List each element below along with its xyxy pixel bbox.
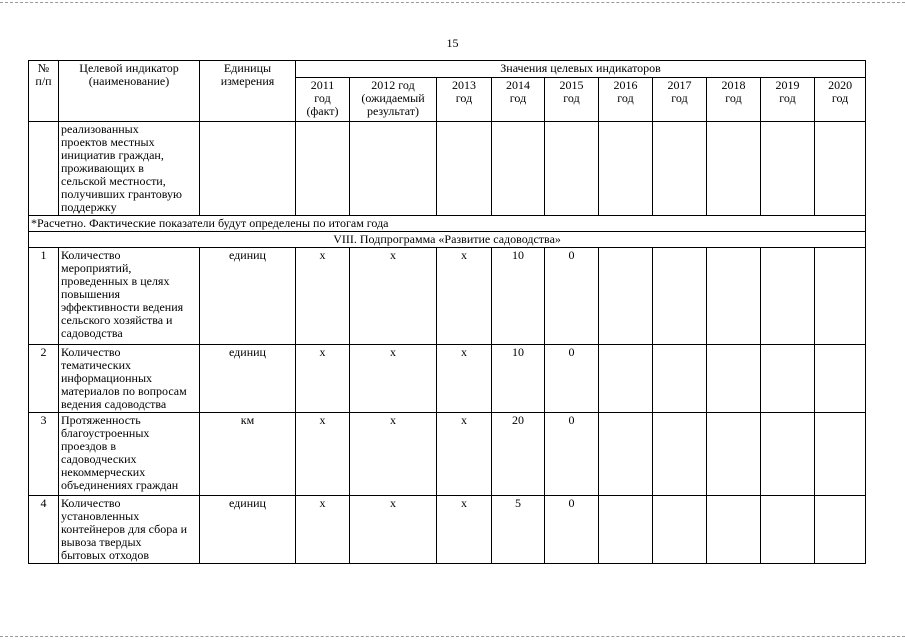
indicator-value <box>707 413 761 496</box>
indicator-value: х <box>296 345 350 413</box>
indicator-value: 10 <box>492 345 545 413</box>
page-number: 15 <box>446 36 459 50</box>
indicator-value <box>761 248 815 345</box>
unit-of-measure: единиц <box>200 345 296 413</box>
footnote: *Расчетно. Фактические показатели будут определены по итогам года <box>29 216 866 232</box>
header-year-5: 2016 год <box>599 78 653 122</box>
header-year-9: 2020 год <box>815 78 866 122</box>
indicator-value <box>599 345 653 413</box>
continuation-unit <box>200 122 296 216</box>
unit-of-measure: единиц <box>200 248 296 345</box>
indicator-value <box>707 345 761 413</box>
indicator-value: х <box>350 345 437 413</box>
row-number: 3 <box>29 413 59 496</box>
indicator-value: х <box>296 496 350 564</box>
indicator-value <box>653 345 707 413</box>
indicator-value: 5 <box>492 496 545 564</box>
indicator-value <box>653 496 707 564</box>
indicator-value: х <box>350 413 437 496</box>
indicator-value: 0 <box>545 496 599 564</box>
page-top-edge <box>0 2 905 3</box>
unit-of-measure: единиц <box>200 496 296 564</box>
continuation-value-cell <box>815 122 866 216</box>
indicator-value: 10 <box>492 248 545 345</box>
table-row <box>29 248 866 345</box>
indicator-name: Количество мероприятий, проведенных в целях повышения эффективности ведения сельского хозяйства и садоводства <box>59 248 200 345</box>
continuation-value-cell <box>545 122 599 216</box>
indicator-name: Протяженность благоустроенных проездов в садоводческих некоммерческих объединениях граждан <box>59 413 200 496</box>
indicator-value <box>653 413 707 496</box>
table-row <box>29 496 866 564</box>
indicator-value: х <box>437 413 492 496</box>
continuation-value-cell <box>707 122 761 216</box>
indicator-value <box>815 496 866 564</box>
indicator-value <box>599 413 653 496</box>
header-units: Единицы измерения <box>200 61 296 122</box>
header-year-2: 2013 год <box>437 78 492 122</box>
table-row <box>29 413 866 496</box>
indicator-value: 0 <box>545 413 599 496</box>
indicator-value: х <box>437 496 492 564</box>
continuation-value-cell <box>653 122 707 216</box>
indicator-value: х <box>296 413 350 496</box>
indicator-value <box>761 413 815 496</box>
indicator-value <box>599 496 653 564</box>
header-values-group: Значения целевых индикаторов <box>296 61 866 78</box>
row-number: 4 <box>29 496 59 564</box>
indicator-value: х <box>437 248 492 345</box>
continuation-value-cell <box>296 122 350 216</box>
indicator-value: х <box>296 248 350 345</box>
section-title: VIII. Подпрограмма «Развитие садоводства» <box>29 232 866 248</box>
continuation-value-cell <box>437 122 492 216</box>
header-year-3: 2014 год <box>492 78 545 122</box>
continuation-value-cell <box>492 122 545 216</box>
row-number: 2 <box>29 345 59 413</box>
continuation-indicator-text: реализованных проектов местных инициатив граждан, проживающих в сельской местности, получивших грантовую поддержку <box>59 122 200 216</box>
continuation-num <box>29 122 59 216</box>
indicator-value: 20 <box>492 413 545 496</box>
row-number: 1 <box>29 248 59 345</box>
continuation-value-cell <box>350 122 437 216</box>
header-year-7: 2018 год <box>707 78 761 122</box>
indicator-value: х <box>350 248 437 345</box>
continuation-value-cell <box>599 122 653 216</box>
indicators-table <box>28 60 866 564</box>
indicator-name: Количество установленных контейнеров для сбора и вывоза твердых бытовых отходов <box>59 496 200 564</box>
indicator-value <box>761 496 815 564</box>
header-year-1: 2012 год (ожидаемый результат) <box>350 78 437 122</box>
indicator-value <box>815 248 866 345</box>
indicator-value: х <box>350 496 437 564</box>
indicator-name: Количество тематических информационных материалов по вопросам ведения садоводства <box>59 345 200 413</box>
indicator-value <box>707 496 761 564</box>
indicator-value <box>653 248 707 345</box>
header-num: № п/п <box>29 61 59 122</box>
indicator-value <box>599 248 653 345</box>
indicator-value <box>761 345 815 413</box>
header-year-6: 2017 год <box>653 78 707 122</box>
continuation-value-cell <box>761 122 815 216</box>
header-indicator: Целевой индикатор (наименование) <box>59 61 200 122</box>
header-year-0: 2011 год (факт) <box>296 78 350 122</box>
header-year-4: 2015 год <box>545 78 599 122</box>
unit-of-measure: км <box>200 413 296 496</box>
table-row <box>29 345 866 413</box>
indicator-value <box>815 345 866 413</box>
indicator-value <box>707 248 761 345</box>
indicator-value: х <box>437 345 492 413</box>
header-year-8: 2019 год <box>761 78 815 122</box>
indicator-value: 0 <box>545 345 599 413</box>
page-bottom-edge <box>0 636 905 637</box>
indicator-value <box>815 413 866 496</box>
indicator-value: 0 <box>545 248 599 345</box>
